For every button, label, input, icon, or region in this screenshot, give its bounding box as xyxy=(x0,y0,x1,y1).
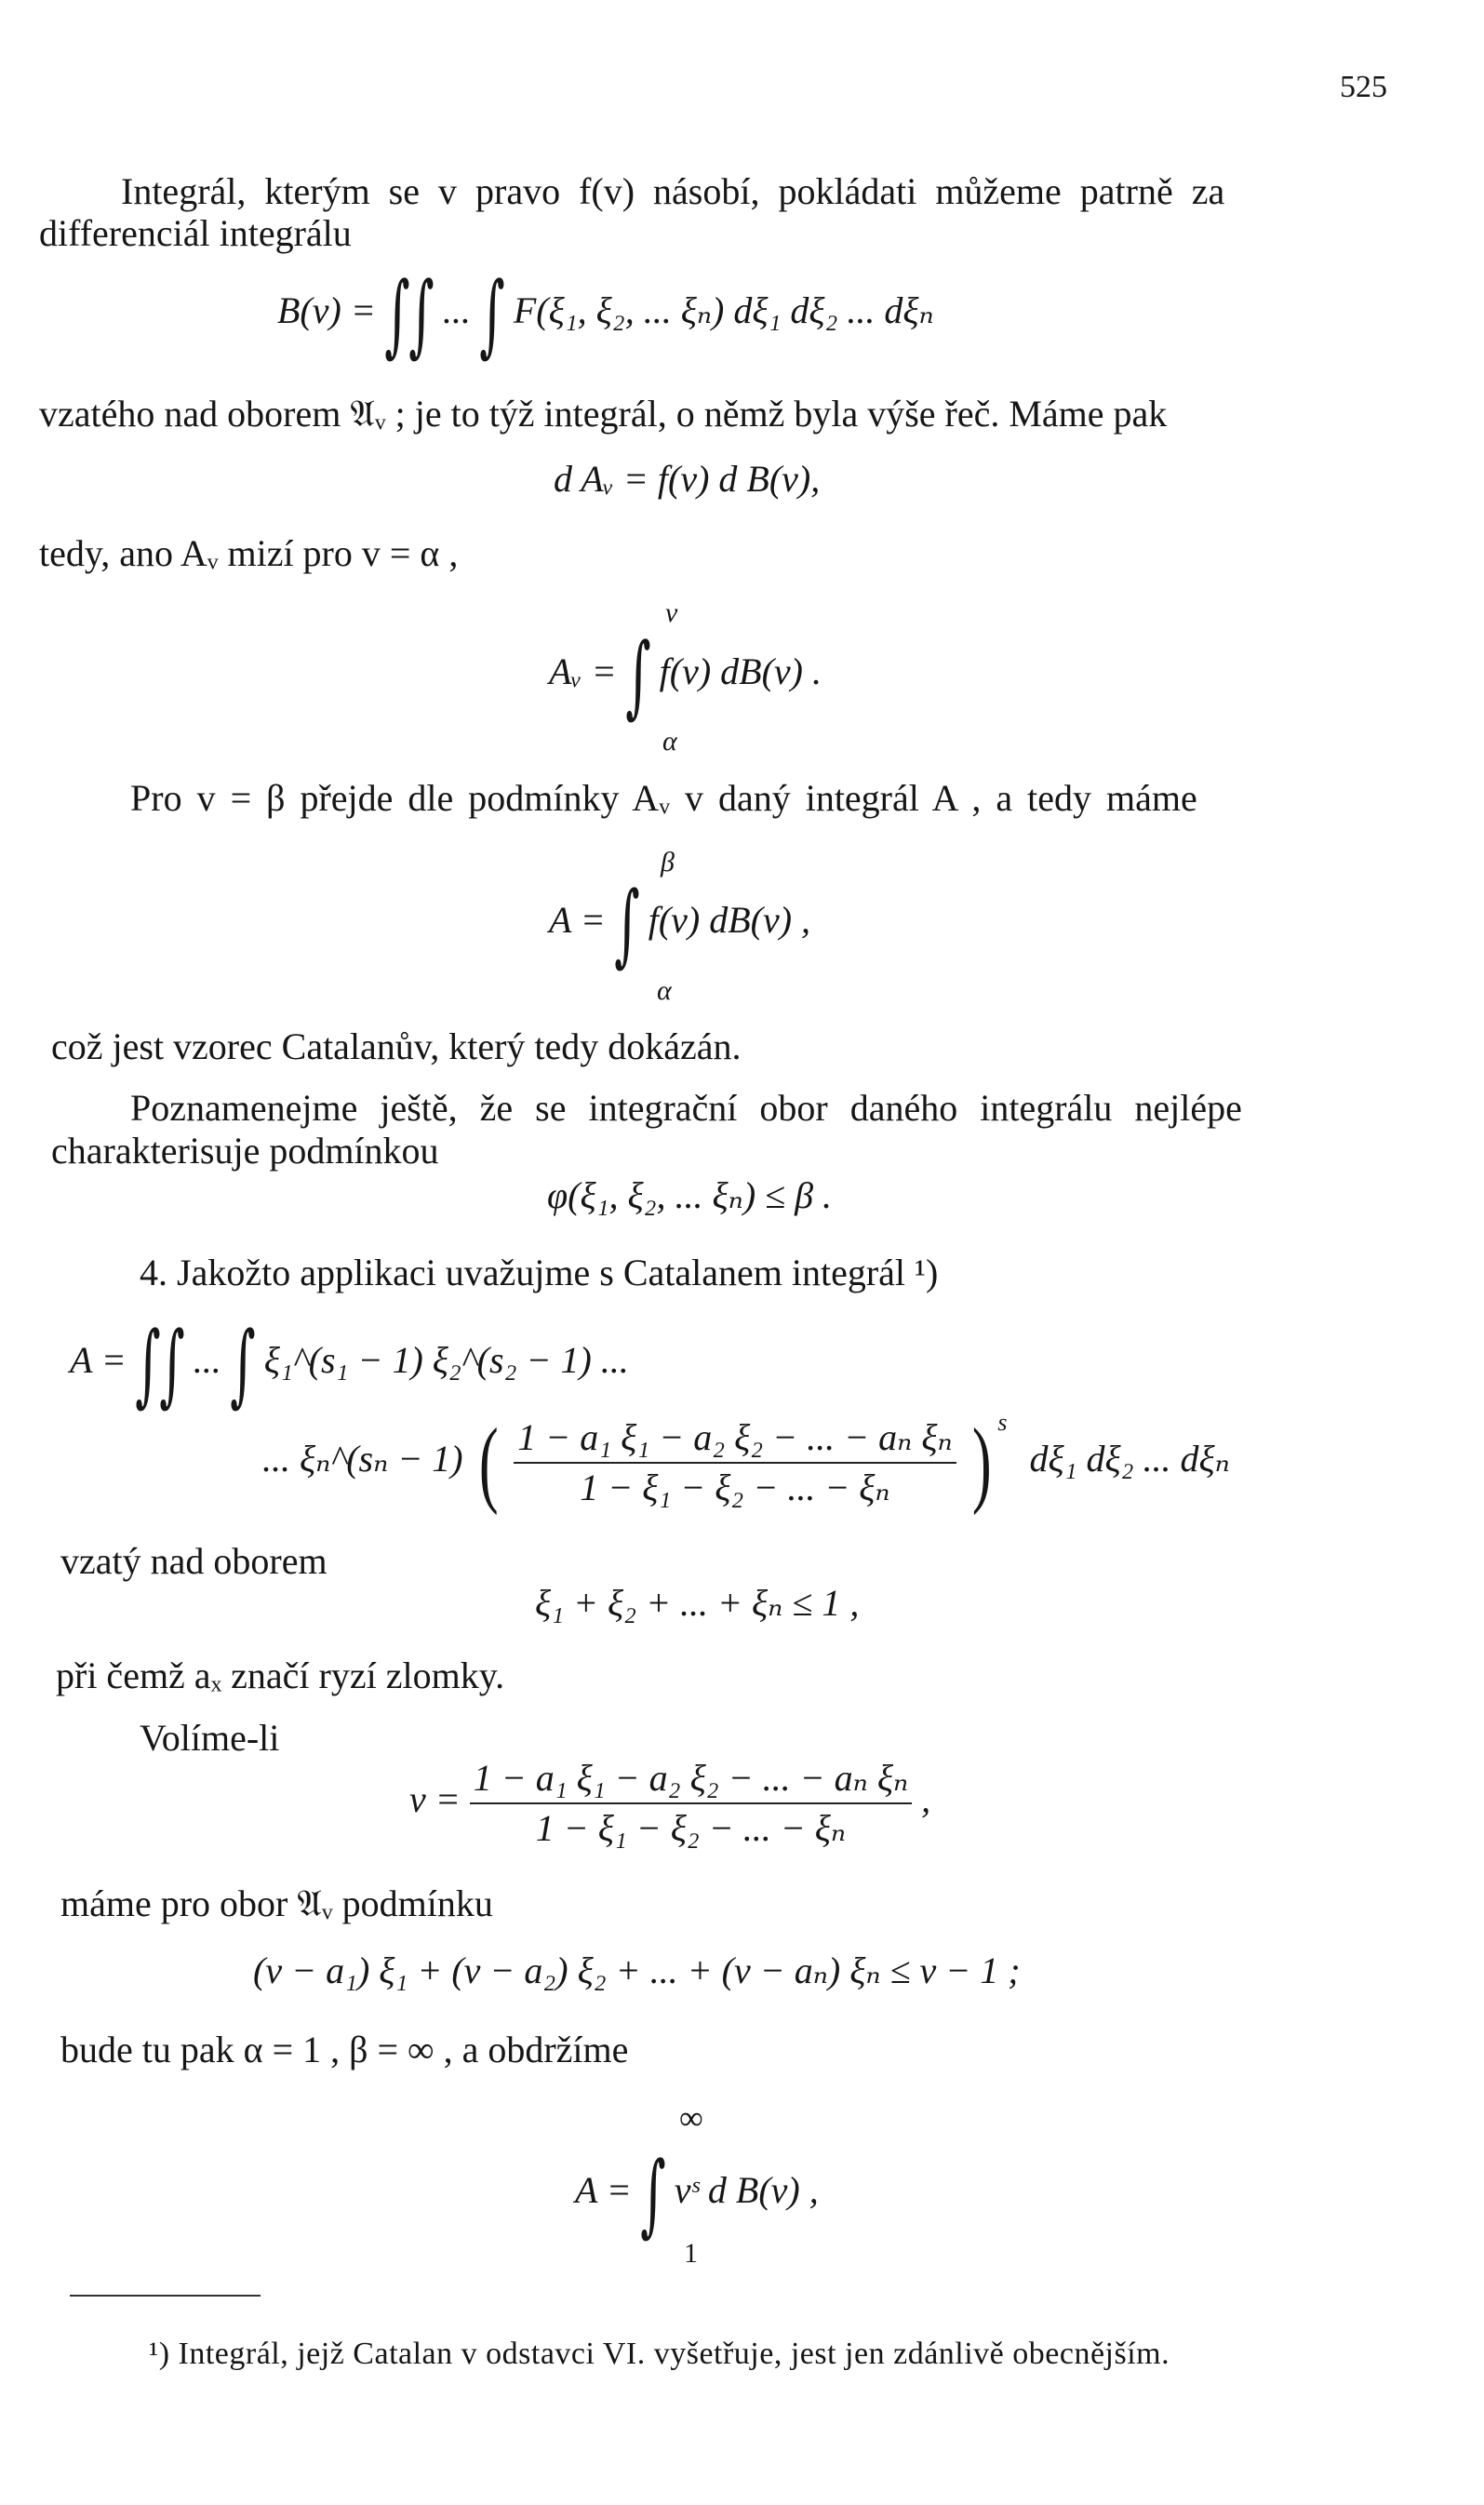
eq-b-rest: F(ξ₁, ξ₂, ... ξₙ) dξ₁ dξ₂ ... dξₙ xyxy=(513,289,934,332)
paragraph-line: bude tu pak α = 1 , β = ∞ , a obdržíme xyxy=(60,2029,629,2070)
eq-a2-dots: ... xyxy=(193,1339,221,1382)
fraction-denominator: 1 − ξ₁ − ξ₂ − ... − ξₙ xyxy=(580,1467,890,1508)
paragraph-line: vzatý nad oborem xyxy=(60,1540,328,1582)
integral-upper-limit: β xyxy=(661,847,675,877)
paragraph-line: což jest vzorec Catalanův, který tedy dokázán. xyxy=(51,1025,742,1067)
paragraph-line: při čemž aₓ značí ryzí zlomky. xyxy=(56,1654,505,1696)
eq-v-left: v = xyxy=(409,1778,461,1821)
paragraph-line: Poznamenejme ještě, že se integrační obor daného integrálu nejlépe xyxy=(130,1087,1242,1129)
fraction-numerator: 1 − a₁ ξ₁ − a₂ ξ₂ − ... − aₙ ξₙ xyxy=(517,1416,953,1458)
eq-a2-cont: ... ξₙ^(sₙ − 1) xyxy=(262,1438,463,1480)
paragraph-line: Pro v = β přejde dle podmínky Aᵥ v daný integrál A , a tedy máme xyxy=(130,777,1197,819)
paragraph-line: Integrál, kterým se v pravo f(v) násobí, pokládati můžeme patrně za xyxy=(121,170,1225,212)
eq-a1-right: f(v) dB(v) , xyxy=(648,899,811,942)
integral-sign: ∫ xyxy=(624,623,651,728)
eq-a2-left: A = xyxy=(70,1339,127,1382)
equation-phi: φ(ξ₁, ξ₂, ... ξₙ) ≤ β . xyxy=(547,1174,833,1216)
equation-A3 xyxy=(575,2142,819,2246)
integral-sign: ∫ xyxy=(479,262,505,367)
fraction xyxy=(470,1757,912,1850)
integral-sign: ∫ xyxy=(613,872,640,976)
paragraph-line: differenciál integrálu xyxy=(39,212,352,254)
footnote-rule xyxy=(70,2295,261,2297)
right-paren: ) xyxy=(971,1409,992,1516)
equation-A2 xyxy=(70,1312,629,1416)
eq-a2-rest: ξ₁^(s₁ − 1) ξ₂^(s₂ − 1) ... xyxy=(263,1339,629,1382)
integral-sign: ∫ xyxy=(134,1312,161,1416)
equation-domain: ξ₁ + ξ₂ + ... + ξₙ ≤ 1 , xyxy=(535,1582,860,1624)
integral-lower-limit: α xyxy=(662,726,677,757)
fraction-denominator: 1 − ξ₁ − ξ₂ − ... − ξₙ xyxy=(535,1807,847,1849)
left-paren: ( xyxy=(478,1409,499,1516)
eq-b-left: B(v) = xyxy=(277,289,376,332)
equation-dA: d Aᵥ = f(v) d B(v), xyxy=(554,458,821,500)
integral-sign: ∫ xyxy=(639,2142,666,2246)
paragraph-line: Volíme-li xyxy=(140,1717,280,1759)
eq-a1-left: A = xyxy=(549,899,606,942)
paragraph-line: máme pro obor 𝔄ᵥ podmínku xyxy=(60,1882,493,1924)
eq-a2-tail: dξ₁ dξ₂ ... dξₙ xyxy=(1029,1438,1230,1480)
paragraph-line: charakterisuje podmínkou xyxy=(51,1130,439,1172)
eq-b-dots: ... xyxy=(442,289,471,332)
integral-sign: ∫ xyxy=(408,262,435,367)
eq-a3-left: A = xyxy=(575,2169,632,2212)
integral-sign: ∫ xyxy=(229,1312,256,1416)
equation-B xyxy=(277,262,934,367)
integral-sign: ∫ xyxy=(384,262,410,367)
paragraph-line: vzatého nad oborem 𝔄ᵥ ; je to týž integrál, o němž byla výše řeč. Máme pak xyxy=(39,393,1168,435)
integral-lower-limit: α xyxy=(657,975,672,1006)
eq-a3-right: vˢ d B(v) , xyxy=(674,2169,819,2212)
equation-Av xyxy=(549,623,822,728)
footnote: ¹) Integrál, jejž Catalan v odstavci VI. vyšetřuje, jest jen zdánlivě obecnějším. xyxy=(149,2337,1170,2371)
fraction xyxy=(514,1416,956,1509)
integral-lower-limit: 1 xyxy=(684,2238,698,2269)
eq-av-right: f(v) dB(v) . xyxy=(659,650,822,693)
equation-condition: (v − a₁) ξ₁ + (v − a₂) ξ₂ + ... + (v − aₙ) ξₙ ≤ v − 1 ; xyxy=(253,1949,1021,1991)
paragraph-line: 4. Jakožto applikaci uvažujme s Catalanem integrál ¹) xyxy=(140,1252,939,1293)
eq-v-tail: , xyxy=(921,1778,931,1821)
integral-upper-limit: v xyxy=(665,597,678,628)
exponent: s xyxy=(997,1408,1008,1436)
paragraph-line: tedy, ano Aᵥ mizí pro v = α , xyxy=(39,532,459,574)
equation-A2-continued xyxy=(262,1408,1230,1516)
integral-sign: ∫ xyxy=(158,1312,185,1416)
equation-A1 xyxy=(549,872,811,976)
eq-av-left: Aᵥ = xyxy=(549,650,617,693)
page-number: 525 xyxy=(1340,70,1387,104)
fraction-numerator: 1 − a₁ ξ₁ − a₂ ξ₂ − ... − aₙ ξₙ xyxy=(473,1757,909,1799)
equation-v xyxy=(409,1757,930,1850)
integral-upper-limit: ∞ xyxy=(679,2099,703,2137)
